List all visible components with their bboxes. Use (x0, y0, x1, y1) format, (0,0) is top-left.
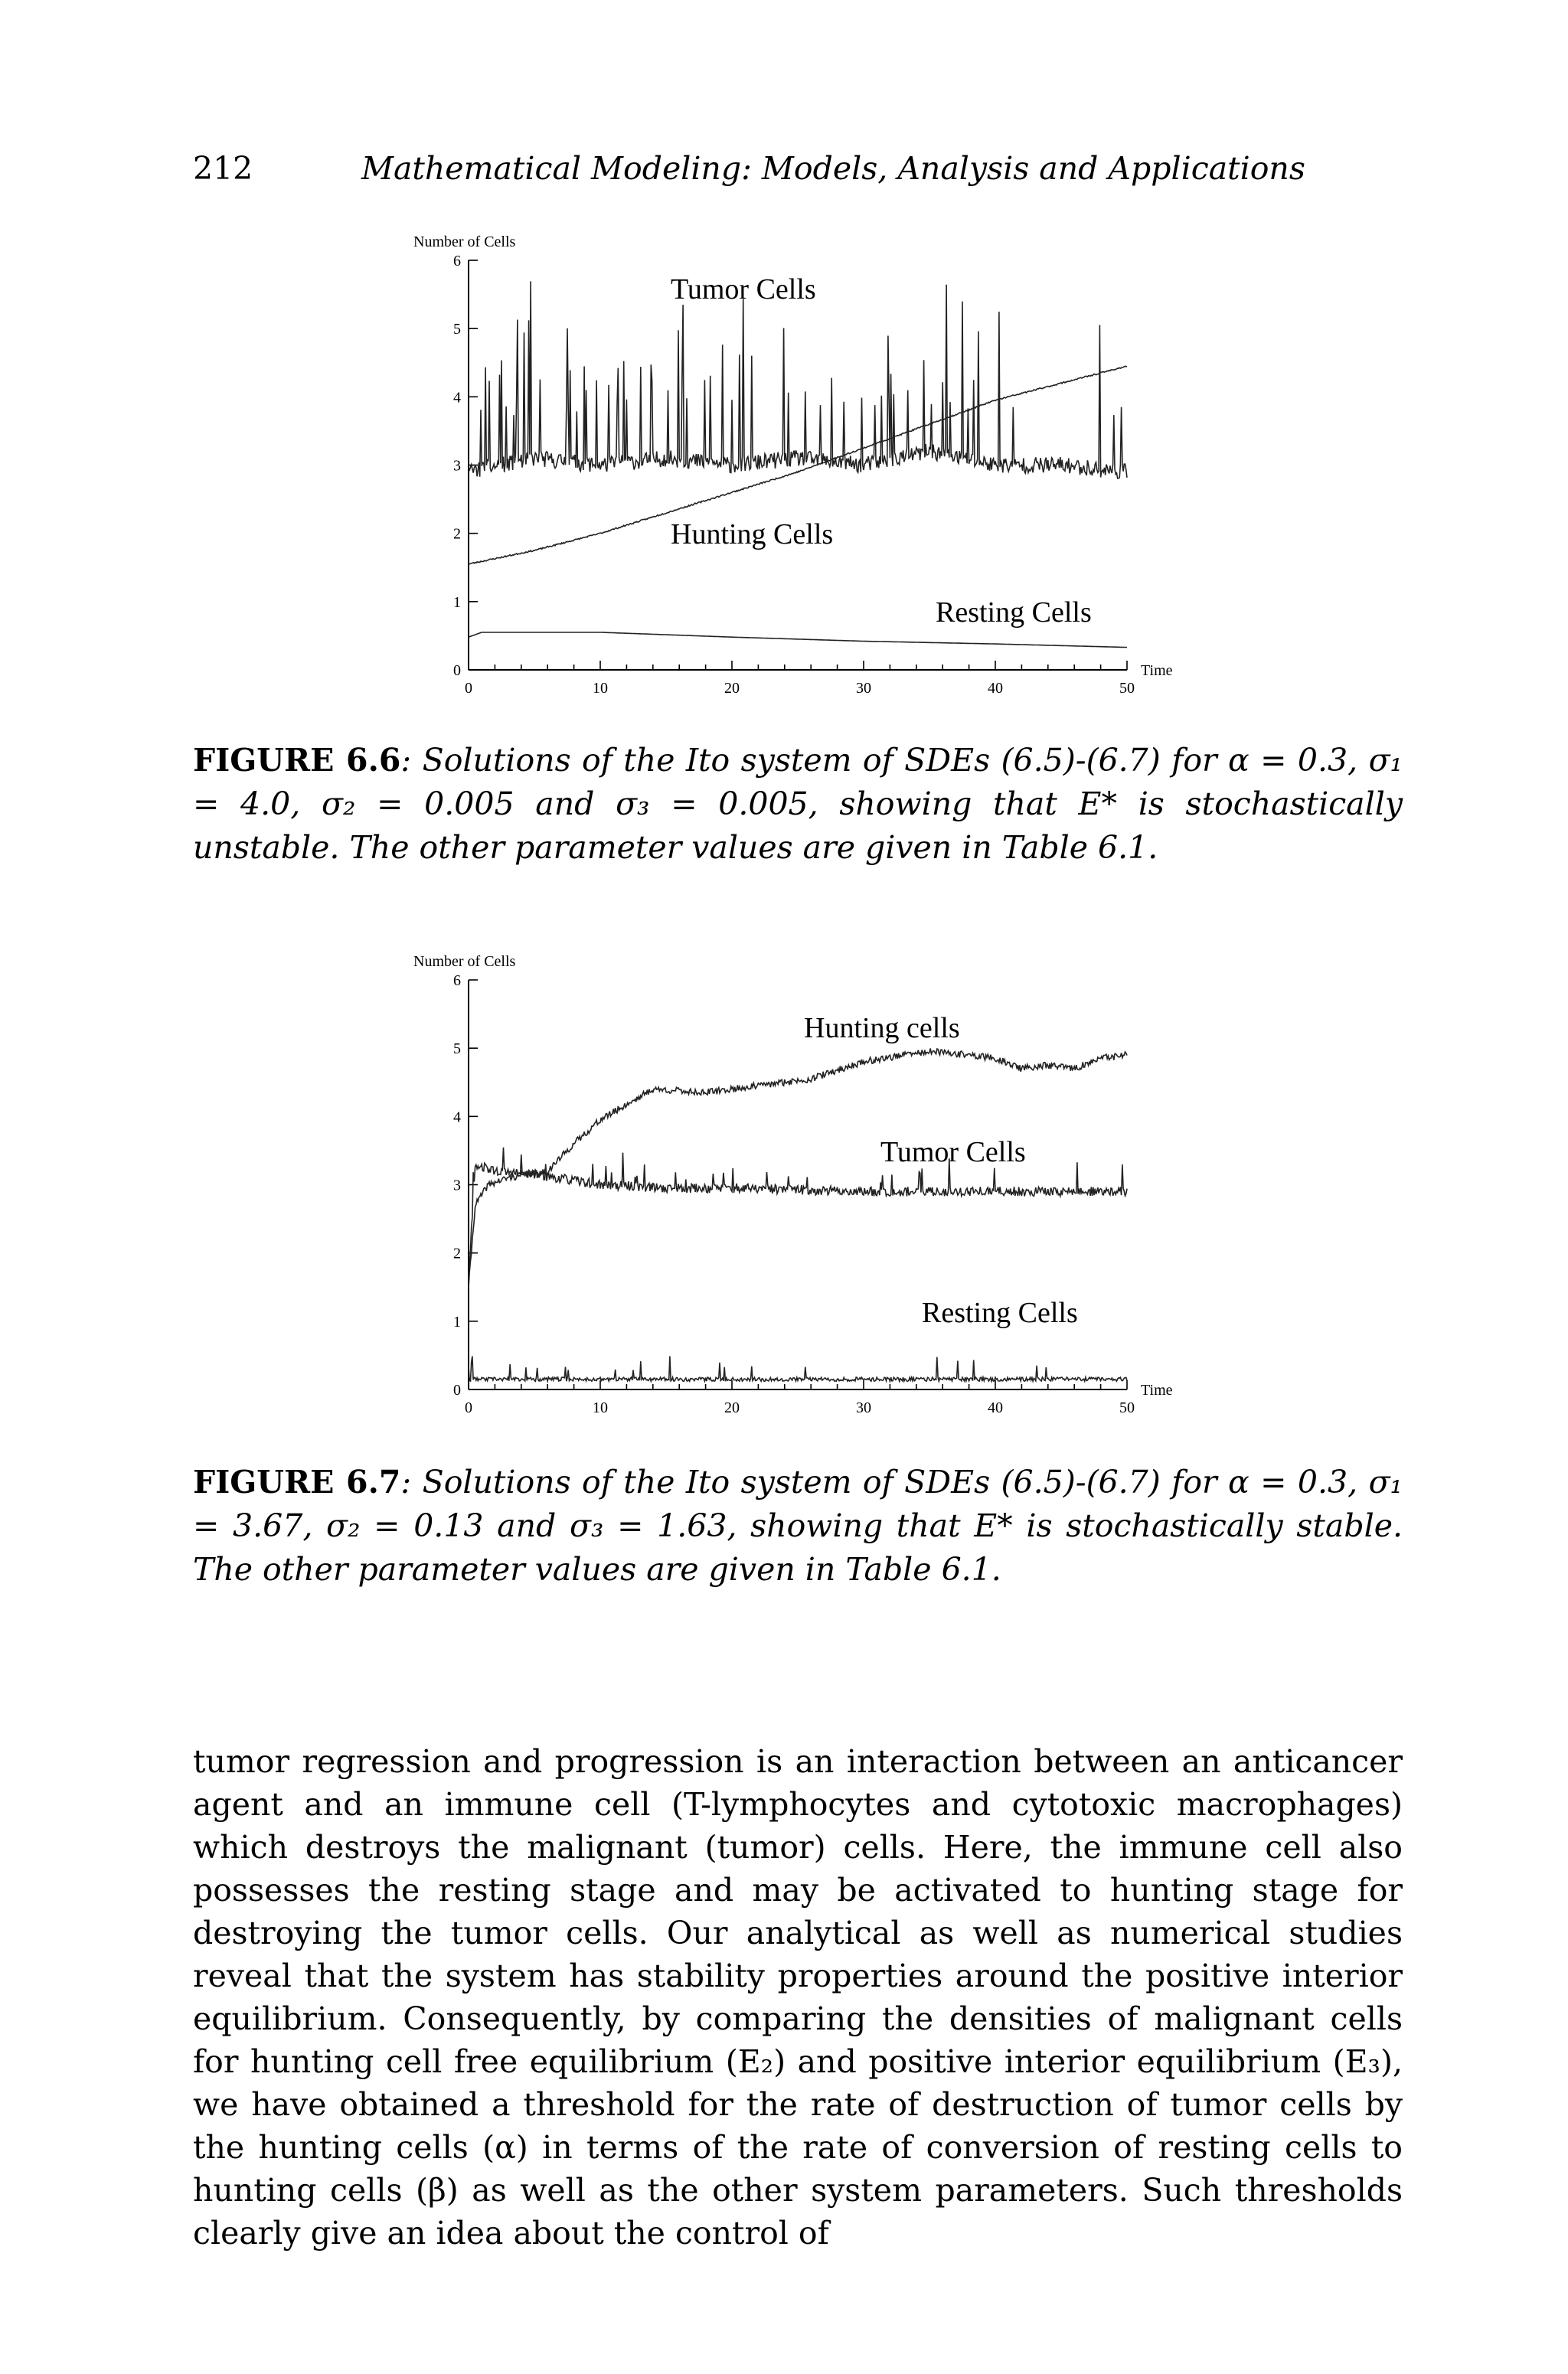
caption-label: FIGURE 6.7 (193, 1464, 401, 1500)
tumor-cells-label: Tumor Cells (880, 1136, 1026, 1168)
y-tick-label: 5 (453, 1040, 461, 1058)
series-line-resting-cells (469, 1357, 1127, 1382)
body-paragraph: tumor regression and progression is an interaction between an anticancer agent and an immune cell (T-lymphocytes and cytotoxic macrophages) which destroys the malignant (tumor) cells. Here, the immune cell also possesses the resting stage and may be activated to hunting stage for destroying the tumor cells. Our analytical as well as numerical studies reveal that the system has stability properties around the positive interior equilibrium. Consequently, by comparing the densities of malignant cells for hunting cell free equilibrium (E₂) and positive interior equilibrium (E₃), we have obtained a threshold for the rate of destruction of tumor cells by the hunting cells (α) in terms of the rate of conversion of resting cells to hunting cells (β) as well as the other system parameters. Such thresholds clearly give an idea about the control of (193, 1743, 1403, 2252)
y-tick-label: 4 (453, 1109, 461, 1126)
y-tick-labels (453, 972, 461, 1399)
figure-6-6-chart (0, 230, 1568, 720)
series-line-hunting-cells (469, 1049, 1127, 1289)
x-tick-label: 50 (1119, 680, 1135, 697)
hunting-cells-label: Hunting cells (804, 1012, 960, 1044)
y-tick-label: 5 (453, 321, 461, 338)
x-tick-label: 50 (1119, 1399, 1135, 1416)
series-line-resting-cells (469, 632, 1127, 648)
series-line-tumor-cells (469, 281, 1127, 478)
y-tick-labels (453, 253, 461, 679)
y-tick-label: 3 (453, 1177, 461, 1194)
y-tick-label: 0 (453, 1382, 461, 1399)
resting-cells-label: Resting Cells (936, 596, 1092, 629)
y-tick-label: 4 (453, 389, 461, 407)
caption-text: : Solutions of the Ito system of SDEs (6.5)-(6.7) for α = 0.3, σ₁ = 3.67, σ₂ = 0.13 and σ₃ = 1.63, showing that E* is stochastically stable. The other parameter values are given in Table 6.1. (193, 1464, 1403, 1588)
x-tick-label: 0 (465, 680, 472, 697)
y-axis-label: Number of Cells (413, 233, 516, 250)
x-tick-label: 10 (593, 680, 608, 697)
x-axis-label: Time (1141, 1382, 1173, 1399)
figure-6-6-caption (193, 739, 1403, 870)
y-tick-label: 0 (453, 662, 461, 679)
hunting-cells-label: Hunting Cells (671, 518, 834, 550)
x-tick-label: 40 (988, 680, 1003, 697)
x-tick-label: 30 (856, 1399, 871, 1416)
y-tick-label: 6 (453, 972, 461, 989)
x-tick-labels (465, 680, 1135, 697)
x-tick-label: 40 (988, 1399, 1003, 1416)
running-title: Mathematical Modeling: Models, Analysis and Applications (361, 150, 1305, 187)
page-header (193, 150, 1403, 196)
y-axis-label: Number of Cells (413, 953, 516, 970)
page-number: 212 (193, 150, 253, 187)
y-tick-label: 2 (453, 525, 461, 543)
x-axis-label: Time (1141, 662, 1173, 679)
x-tick-label: 20 (724, 680, 740, 697)
figure-6-7-chart (0, 949, 1568, 1439)
x-tick-labels (465, 1399, 1135, 1416)
y-tick-label: 2 (453, 1245, 461, 1262)
caption-label: FIGURE 6.6 (193, 742, 401, 779)
caption-text: : Solutions of the Ito system of SDEs (6.5)-(6.7) for α = 0.3, σ₁ = 4.0, σ₂ = 0.005 and σ₃ = 0.005, showing that E* is stochastically unstable. The other parameter values are given in Table 6.1. (193, 742, 1403, 866)
series-group (469, 1049, 1127, 1382)
y-tick-label: 3 (453, 457, 461, 475)
y-tick-label: 1 (453, 1313, 461, 1331)
x-tick-label: 10 (593, 1399, 608, 1416)
figure-6-7-caption (193, 1461, 1403, 1592)
x-tick-label: 30 (856, 680, 871, 697)
series-group (469, 281, 1127, 647)
resting-cells-label: Resting Cells (922, 1297, 1078, 1329)
x-tick-label: 20 (724, 1399, 740, 1416)
series-line-tumor-cells (469, 1148, 1127, 1278)
tumor-cells-label: Tumor Cells (671, 273, 816, 305)
y-tick-label: 6 (453, 253, 461, 269)
y-tick-label: 1 (453, 593, 461, 611)
x-tick-label: 0 (465, 1399, 472, 1416)
